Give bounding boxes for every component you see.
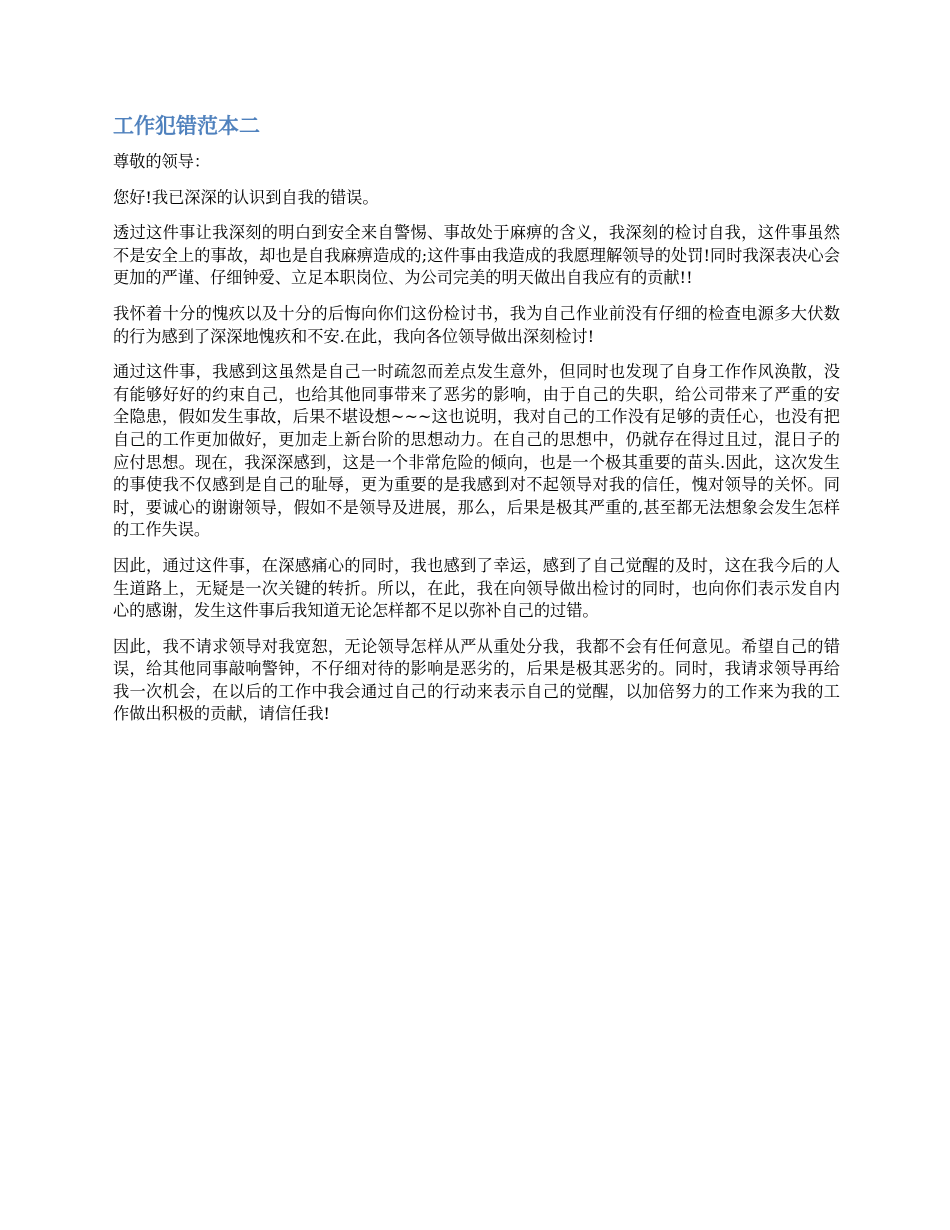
document-title: 工作犯错范本二 xyxy=(113,114,260,138)
greeting-paragraph: 您好!我已深深的认识到自我的错误。 xyxy=(113,187,379,207)
body-paragraph-2: 我怀着十分的愧疚以及十分的后悔向你们这份检讨书，我为自己作业前没有仔细的检查电源多大伏数的行为感到了深深地愧疚和不安.在此，我向各位领导做出深刻检讨! xyxy=(113,303,840,346)
body-paragraph-3: 通过这件事，我感到这虽然是自己一时疏忽而差点发生意外，但同时也发现了自身工作作风涣散，没有能够好好的约束自己，也给其他同事带来了恶劣的影响，由于自己的失职，给公司带来了严重的安全隐患，假如发生事故，后果不堪设想~~~这也说明，我对自己的工作没有足够的责任心，也没有把自己的工作更加做好，更加走上新台阶的思想动力。在自己的思想中，仍就存在得过且过，混日子的应付思想。现在，我深深感到，这是一个非常危险的倾向，也是一个极其重要的苗头.因此，这次发生的事使我不仅感到是自己的耻辱，更为重要的是我感到对不起领导对我的信任，愧对领导的关怀。同时，要诚心的谢谢领导，假如不是领导及进展，那么，后果是极其严重的,甚至都无法想象会发生怎样的工作失误。 xyxy=(113,362,840,540)
body-paragraph-4: 因此，通过这件事，在深感痛心的同时，我也感到了幸运，感到了自己觉醒的及时，这在我今后的人生道路上，无疑是一次关键的转折。所以，在此，我在向领导做出检讨的同时，也向你们表示发自内心的感谢，发生这件事后我知道无论怎样都不足以弥补自己的过错。 xyxy=(113,555,840,621)
body-paragraph-1: 透过这件事让我深刻的明白到安全来自警惕、事故处于麻痹的含义，我深刻的检讨自我，这件事虽然不是安全上的事故，却也是自我麻痹造成的;这件事由我造成的我愿理解领导的处罚!同时我深表决心会更加的严谨、仔细钟爱、立足本职岗位、为公司完美的明天做出自我应有的贡献!! xyxy=(113,223,840,288)
body-paragraph-5: 因此，我不请求领导对我宽恕，无论领导怎样从严从重处分我，我都不会有任何意见。希望自己的错误，给其他同事敲响警钟，不仔细对待的影响是恶劣的，后果是极其恶劣的。同时，我请求领导再给我一次机会，在以后的工作中我会通过自己的行动来表示自己的觉醒，以加倍努力的工作来为我的工作做出积极的贡献，请信任我! xyxy=(113,636,840,724)
salutation: 尊敬的领导： xyxy=(113,152,211,171)
